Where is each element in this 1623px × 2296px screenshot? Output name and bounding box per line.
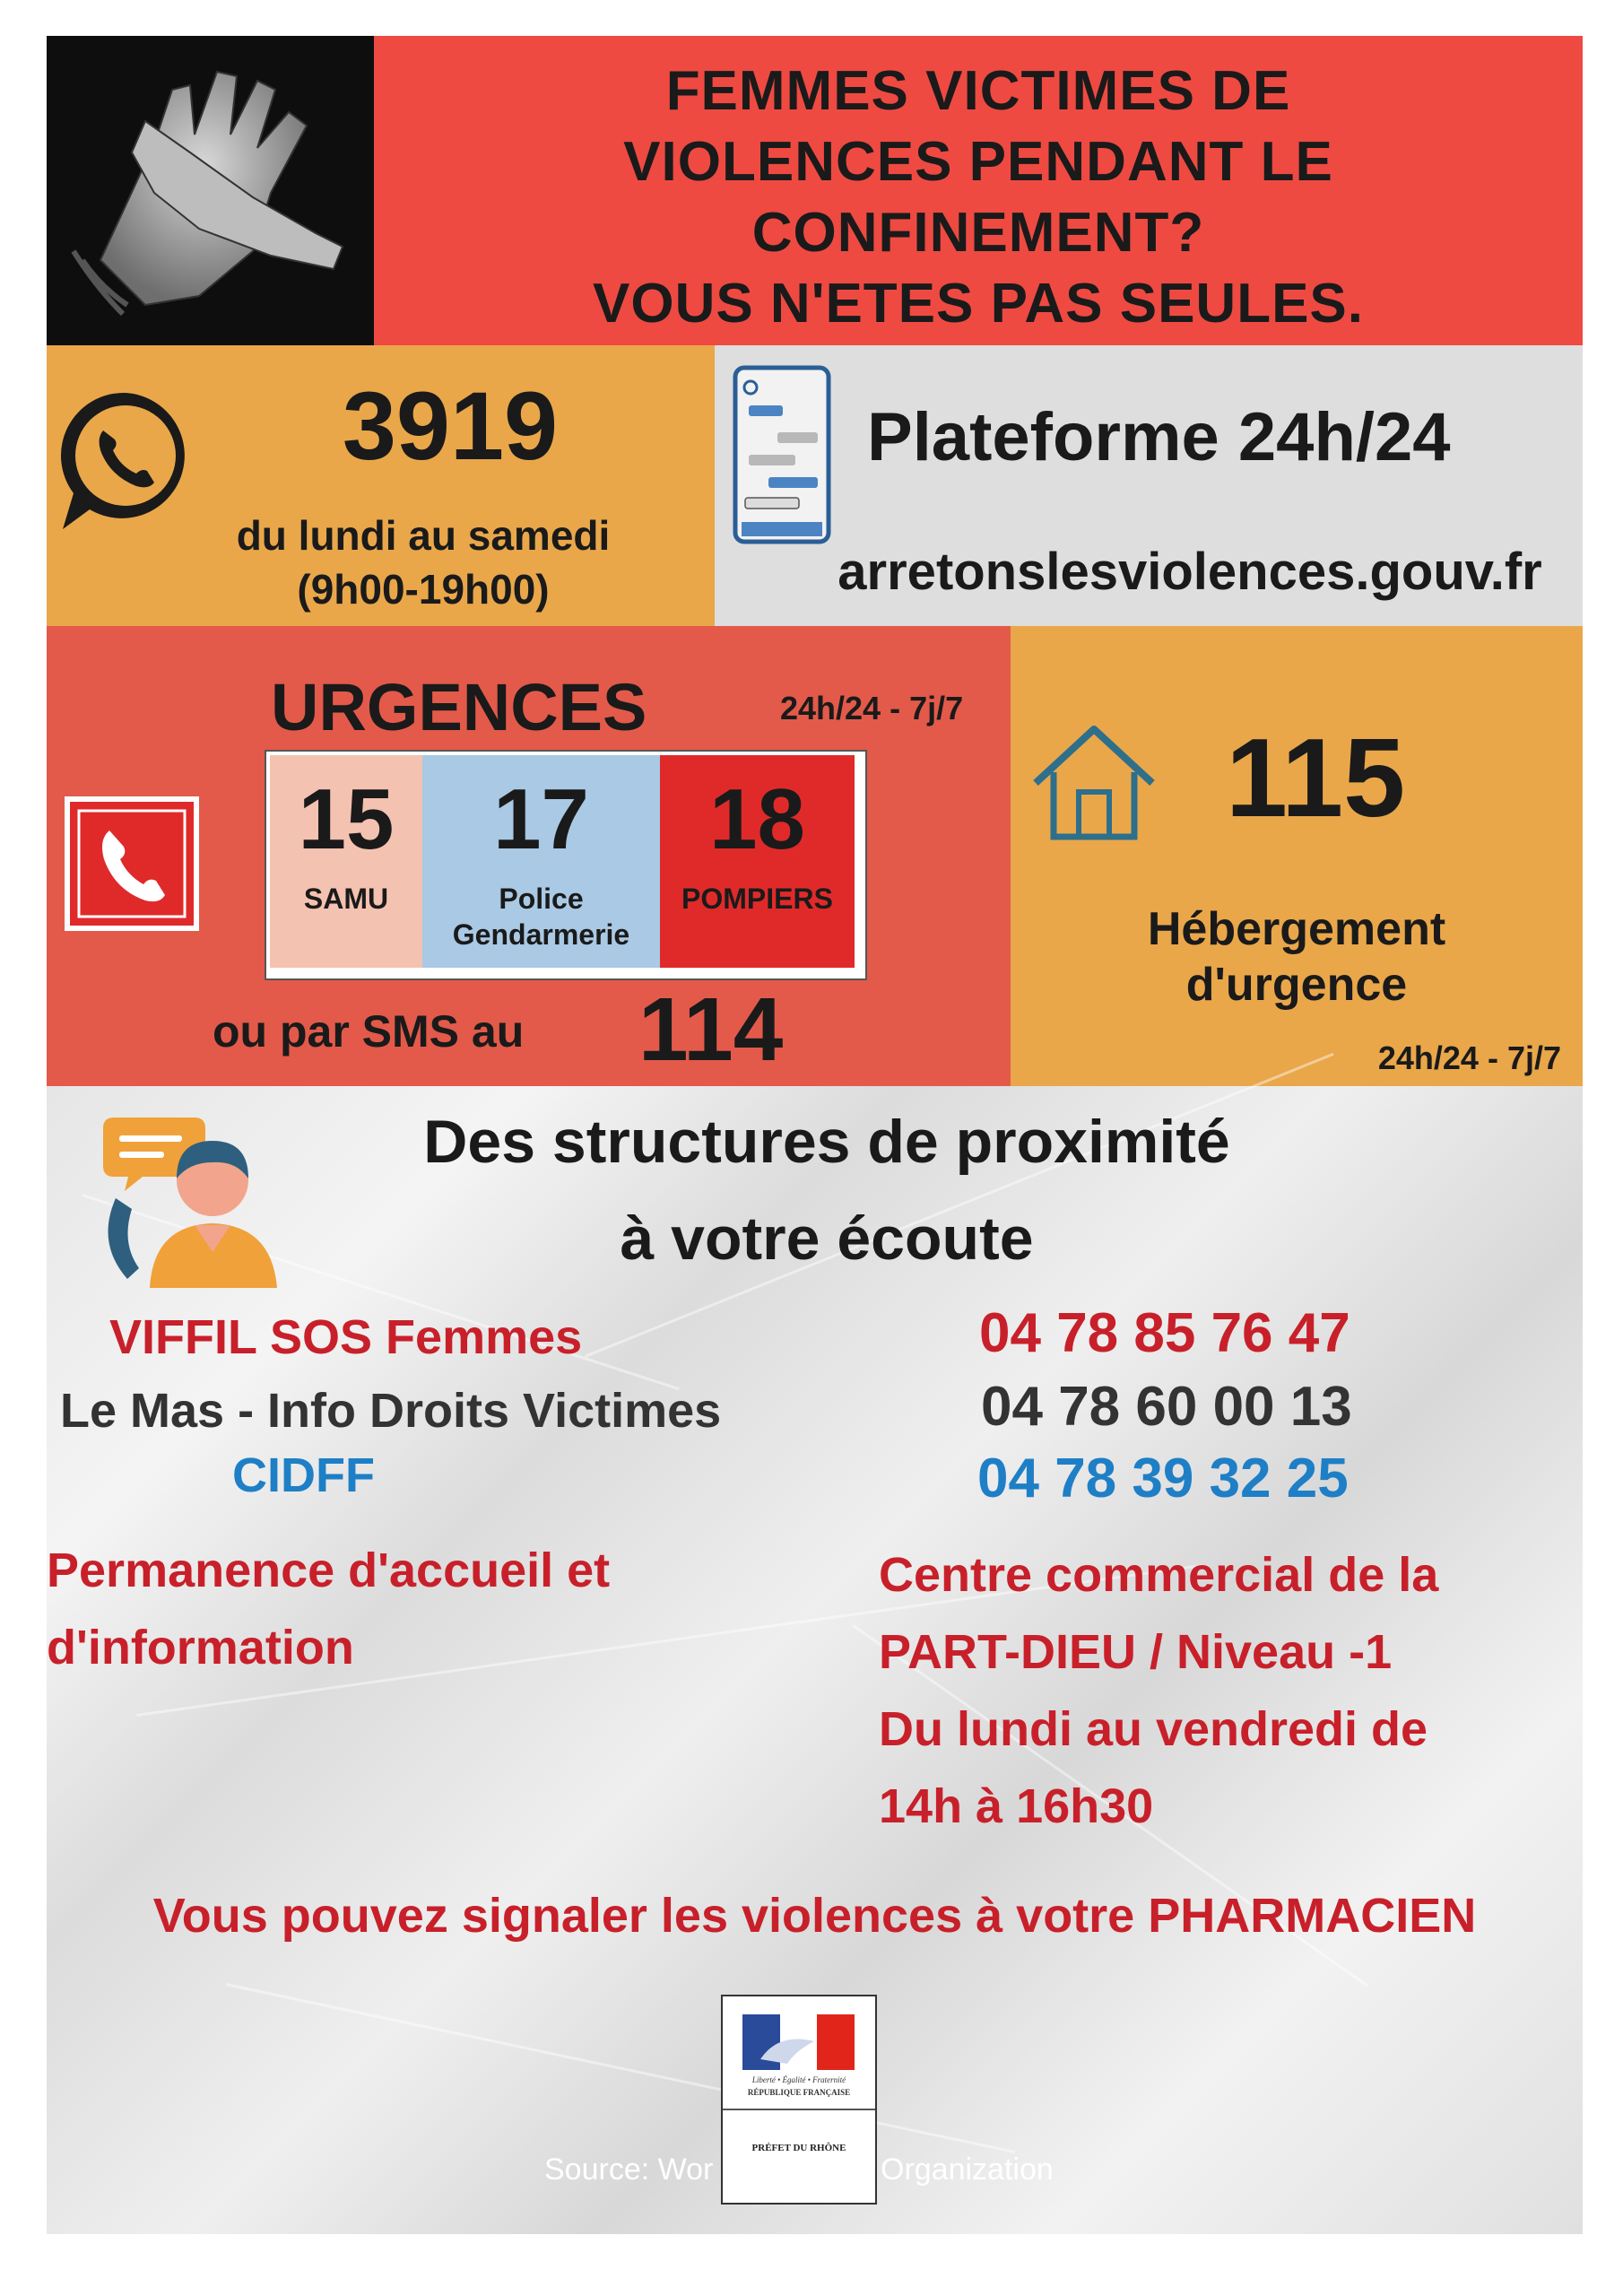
page-title [374,56,1583,339]
logo-motto: Liberté • Égalité • Fraternité [751,2075,846,2084]
contact-name-viffil: VIFFIL SOS Femmes [109,1310,583,1364]
source-text-right: Organization [881,2152,1054,2187]
location-line: PART-DIEU / Niveau -1 [879,1625,1393,1679]
location-address [879,1536,1438,1845]
title-line: VOUS N'ETES PAS SEULES. [593,273,1364,335]
police-cell-bg[interactable] [422,755,660,968]
contact-name-lemas: Le Mas - Info Droits Victimes [60,1384,722,1438]
hotline-number: 3919 [342,371,559,480]
platform-title: Plateforme 24h/24 [867,399,1451,475]
pompiers-label: POMPIERS [681,883,833,915]
support-agent-icon [78,1109,284,1301]
permanence-line1: Permanence d'accueil et [47,1544,611,1597]
logo-prefect: PRÉFET DU RHÔNE [751,2143,846,2153]
platform-block [715,345,1583,626]
local-title-line2: à votre écoute [620,1205,1034,1273]
contact-phone-cidff[interactable]: 04 78 39 32 25 [977,1448,1349,1509]
police-label: Police Gendarmerie [452,883,630,951]
phone-chat-icon [733,365,831,549]
sms-number: 114 [638,979,784,1080]
samu-label: SAMU [303,883,389,915]
pompiers-cell-bg[interactable] [660,755,855,968]
title-line: VIOLENCES PENDANT LE [623,131,1333,193]
paper-crease [225,1983,1015,2153]
emergency-title: URGENCES [271,670,647,744]
hotline-days: du lundi au samedi [236,512,611,559]
logo-divider [723,2109,875,2110]
samu-number: 15 [298,771,395,867]
emergency-phone-icon [65,796,199,935]
contact-phone-viffil[interactable]: 04 78 85 76 47 [979,1302,1350,1364]
emergency-block [47,626,1011,1086]
stop-hand-photo [47,36,374,345]
title-line: CONFINEMENT? [751,202,1205,264]
sms-label: ou par SMS au [213,1006,525,1057]
hotline-hours: (9h00-19h00) [297,566,550,613]
location-line: Du lundi au vendredi de [879,1702,1428,1756]
header-banner [374,36,1583,345]
shelter-label-line1: Hébergement [1147,903,1446,955]
location-line: Centre commercial de la [879,1548,1439,1602]
contact-phone-lemas[interactable]: 04 78 60 00 13 [981,1376,1352,1438]
contact-name-cidff: CIDFF [232,1448,375,1502]
shelter-availability: 24h/24 - 7j/7 [1377,1039,1561,1076]
shelter-label-line2: d'urgence [1185,959,1408,1011]
marianne-logo [721,1995,877,2205]
title-line: FEMMES VICTIMES DE [665,60,1291,122]
local-structures-section [47,1086,1583,2234]
permanence-line2: d'information [47,1621,354,1674]
emergency-availability: 24h/24 - 7j/7 [780,690,964,726]
shelter-number: 115 [1226,717,1406,840]
source-text-left: Source: Wor [544,2152,714,2187]
local-title-line1: Des structures de proximité [423,1108,1230,1176]
platform-url[interactable]: arretonslesviolences.gouv.fr [838,543,1542,601]
house-icon [1027,720,1161,850]
location-line: 14h à 16h30 [879,1779,1154,1833]
pompiers-number: 18 [709,771,805,867]
shelter-block [1011,626,1583,1086]
pharmacy-note: Vous pouvez signaler les violences à votre PHARMACIEN [152,1889,1477,1943]
police-number: 17 [493,771,589,867]
samu-cell-bg[interactable] [270,755,422,968]
logo-republic: RÉPUBLIQUE FRANÇAISE [747,2088,851,2097]
hotline-block [47,345,715,626]
